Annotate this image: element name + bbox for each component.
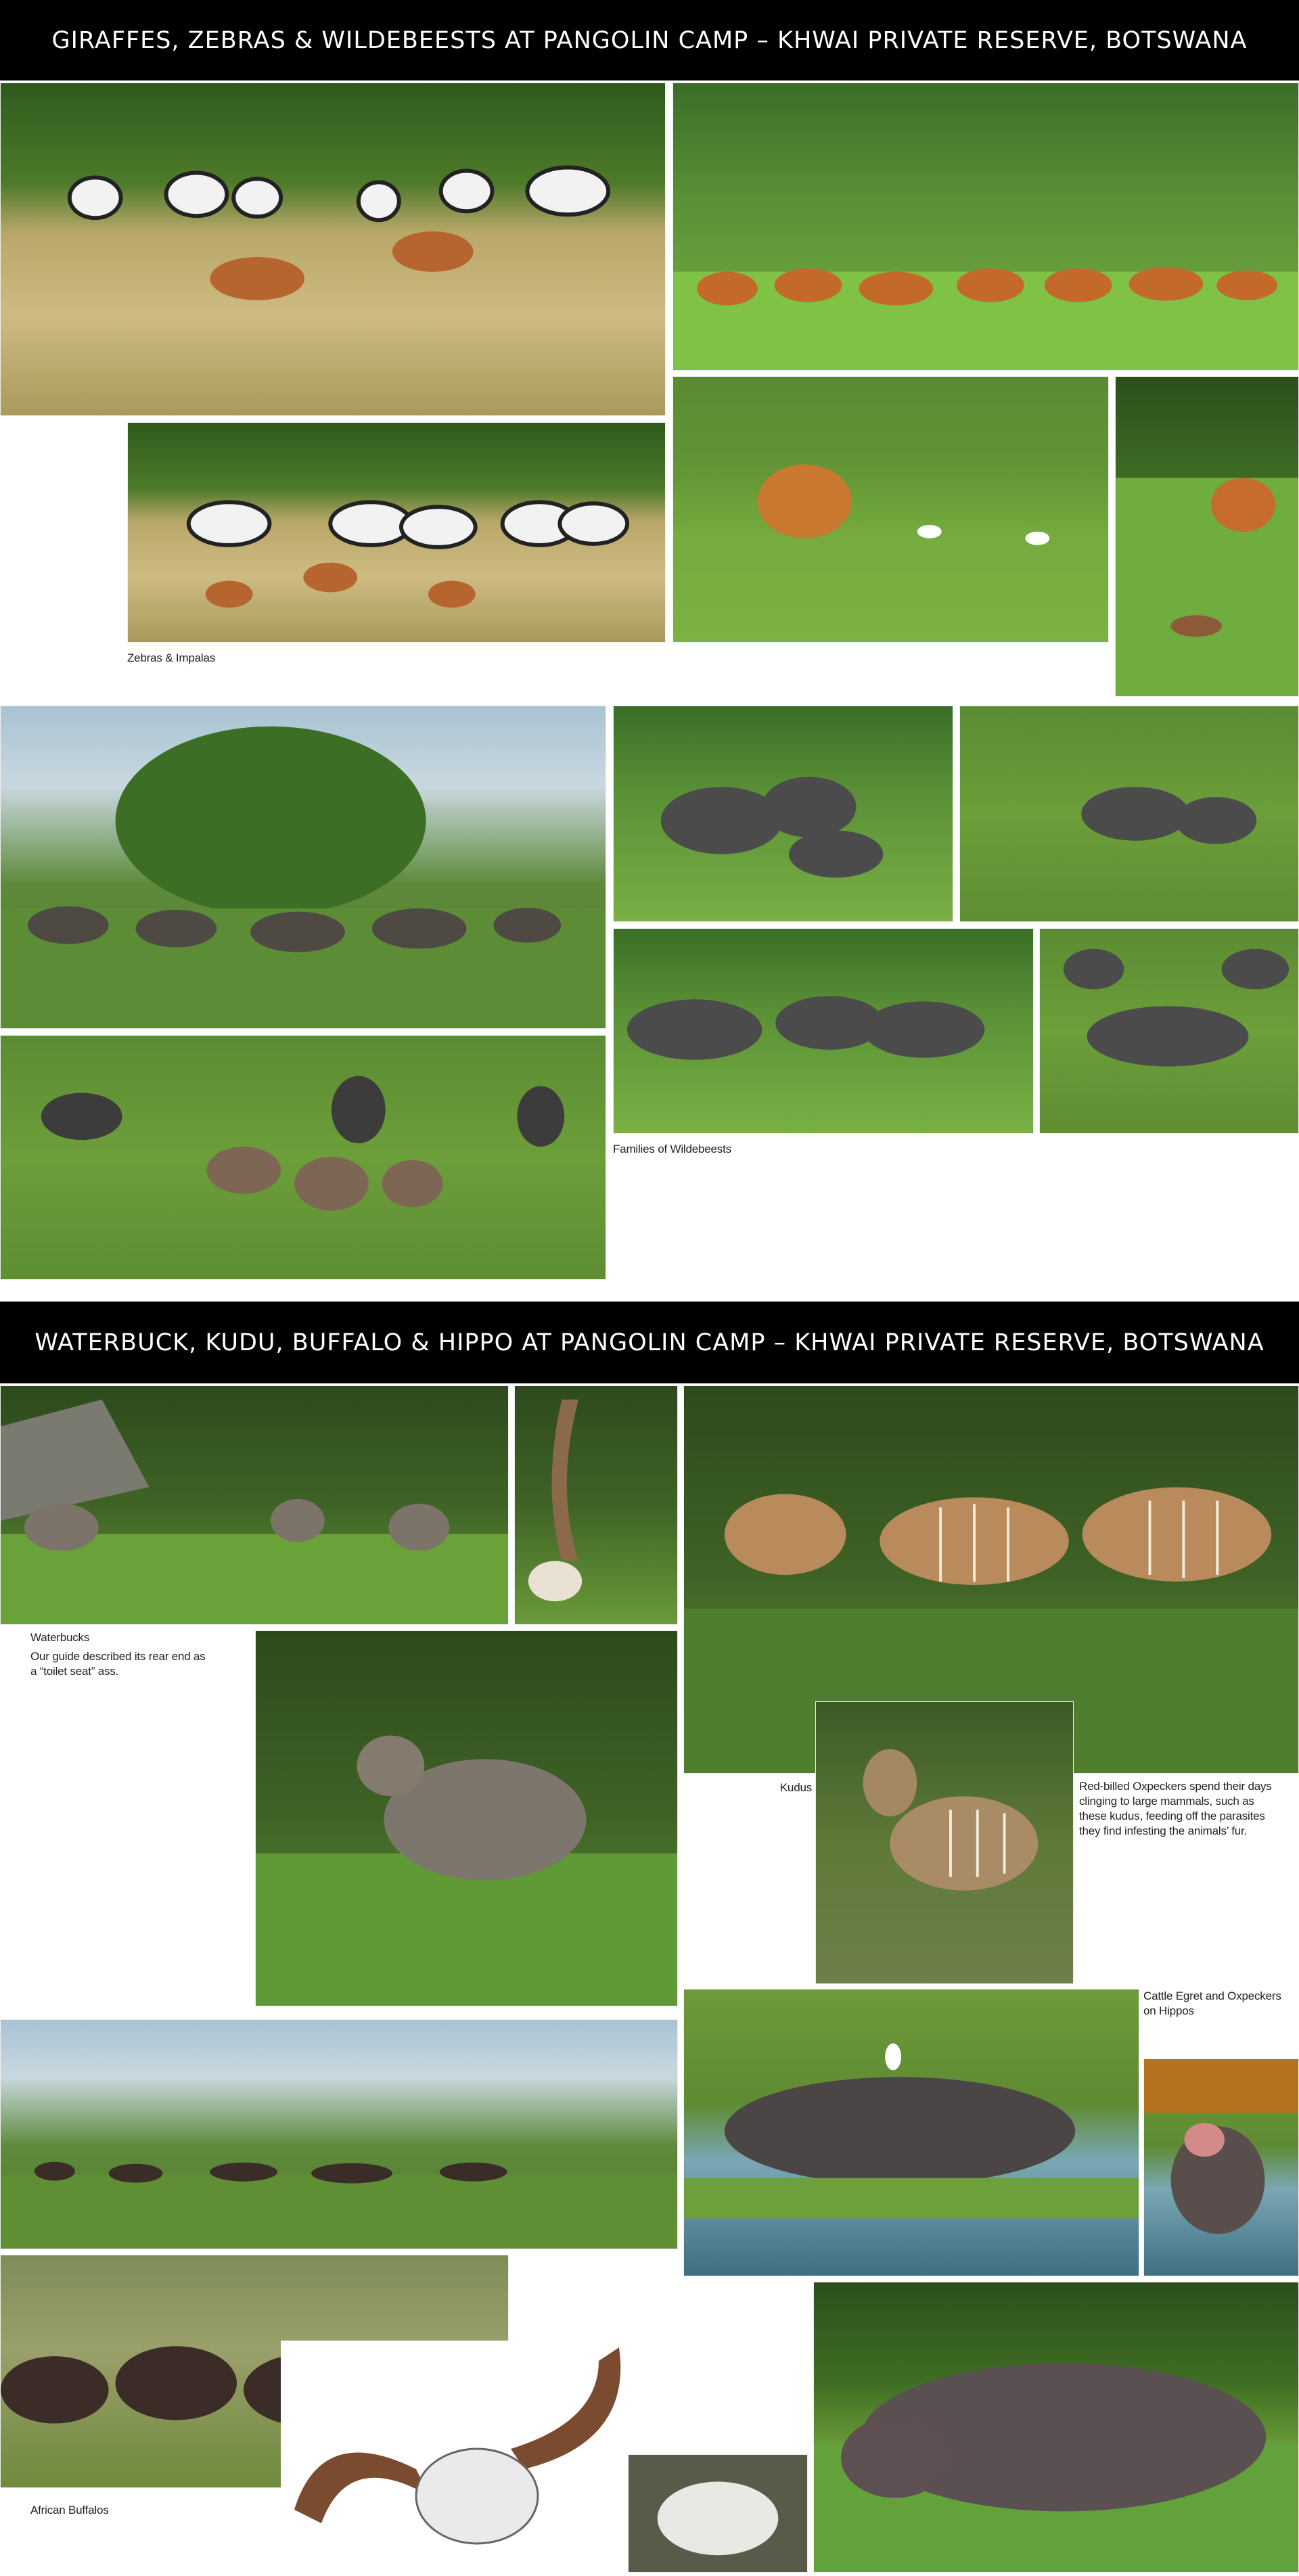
photo-wildebeest-grazing: [0, 1035, 606, 1280]
photo-wildebeest-trio: [613, 706, 953, 922]
photo-kudu-oxpeckers: [815, 1701, 1074, 1984]
section-title-waterbuck-kudu-buffalo-hippo: WATERBUCK, KUDU, BUFFALO & HIPPO AT PANGOLIN CAMP – KHWAI PRIVATE RESERVE, BOTSWANA: [0, 1302, 1299, 1383]
section-title-grazers: GIRAFFES, ZEBRAS & WILDEBEESTS AT PANGOLIN CAMP – KHWAI PRIVATE RESERVE, BOTSWANA: [0, 0, 1299, 80]
caption-wildebeests: Families of Wildebeests: [613, 1143, 731, 1155]
photo-wildebeest-pair: [959, 706, 1299, 922]
photo-hippo-yawning: [1143, 2058, 1299, 2276]
caption-waterbucks-title: Waterbucks: [30, 1631, 90, 1644]
photo-zebras-impalas-grassland: [127, 422, 666, 643]
caption-zebras-impalas: Zebras & Impalas: [127, 651, 216, 664]
photo-lechwe-herd: [673, 83, 1299, 371]
zebras-impalas-illustration: [1, 83, 665, 415]
caption-waterbucks: [30, 1630, 206, 1683]
photo-lechwe-grazing-egrets: [673, 376, 1109, 643]
photo-hippo-oxpeckers: [813, 2282, 1299, 2573]
photo-hippo-skull: [628, 2454, 808, 2573]
photo-hippo-egret: [683, 1989, 1139, 2276]
caption-buffalos: African Buffalos: [30, 2504, 109, 2516]
photo-lechwe-standing: [1115, 376, 1299, 697]
caption-oxpeckers: Red-billed Oxpeckers spend their days clinging to large mammals, such as these kudus, feeding off the parasites they find infesting the animals’ fur.: [1079, 1780, 1272, 1838]
photo-buffalo-skull: [281, 2341, 639, 2550]
caption-hippos: Cattle Egret and Oxpeckers on Hippos: [1143, 1990, 1281, 2018]
caption-kudus: Kudus: [779, 1781, 812, 1794]
photo-waterbuck-portrait: [255, 1630, 678, 2006]
caption-waterbucks-note: Our guide described its rear end as a “toilet seat” ass.: [30, 1650, 206, 1678]
photo-wildebeest-herd-tree: [0, 706, 606, 1029]
photo-waterbucks-group: [0, 1385, 509, 1625]
photo-wildebeest-foreground: [1039, 928, 1299, 1134]
photo-zebras-impalas-herd: [0, 83, 666, 416]
photo-waterbuck-skull-horns: [514, 1385, 678, 1625]
photo-wildebeest-running: [613, 928, 1034, 1134]
photo-buffalo-herd-distance: [0, 2019, 678, 2249]
